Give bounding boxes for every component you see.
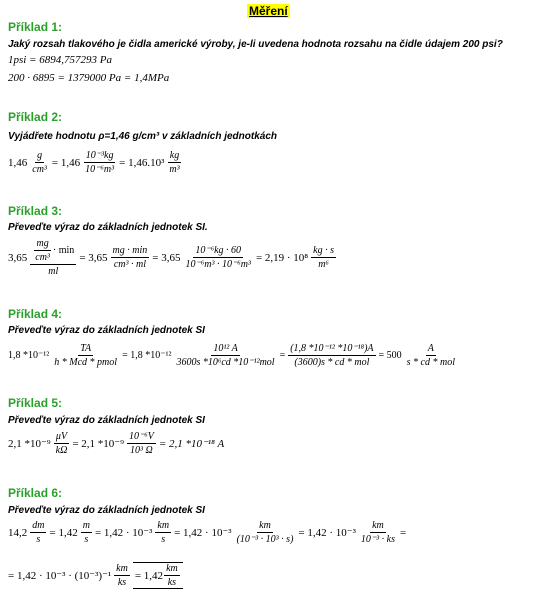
fraction [174, 343, 276, 368]
numerator: m [82, 520, 90, 531]
numerator: km [259, 520, 271, 531]
fraction [164, 563, 180, 588]
result-block [133, 562, 183, 589]
example-2-heading: Příklad 2: [8, 110, 63, 124]
fraction [359, 520, 397, 545]
fraction [311, 245, 336, 270]
example-1-line-2: 200 · 6895 = 1379000 Pa = 1,4MPa [8, 72, 170, 84]
numerator: km [116, 563, 128, 574]
denominator: cm³ [32, 164, 47, 175]
eq-term: 2,1 *10⁻⁹ [8, 438, 51, 450]
example-5-equation [8, 431, 224, 456]
inner-fraction [33, 238, 52, 263]
fraction [30, 150, 49, 175]
example-1-heading: Příklad 1: [8, 20, 63, 34]
example-6-question: Převeďte výraz do základních jednotek SI [8, 505, 205, 516]
numerator: 10⁻⁶V [128, 431, 154, 442]
fraction [114, 563, 130, 588]
eq-term: 3,65 [8, 251, 28, 264]
eq-term: = 1,42 · 10⁻³ · (10⁻³)⁻¹ [8, 570, 112, 582]
numerator: TA [80, 343, 92, 354]
fraction [155, 520, 171, 545]
fraction [235, 520, 296, 545]
denominator: s [84, 534, 89, 545]
fraction [52, 343, 119, 368]
numerator: 10⁻⁶kg · 60 [195, 245, 242, 256]
eq-term: = 3,65 [152, 251, 181, 264]
numerator: A [427, 343, 434, 354]
example-3-equation [8, 238, 337, 277]
example-1-line-1: 1psi = 6894,757293 Pa [8, 54, 112, 66]
eq-term: = 1,46 [51, 156, 81, 169]
denominator: ml [48, 266, 59, 277]
denominator: ks [167, 577, 177, 588]
eq-term: = 1,46.10³ [119, 156, 165, 169]
numerator: mg [36, 238, 49, 249]
eq-term: 1,46 [8, 156, 28, 169]
denominator: s [36, 534, 41, 545]
denominator: m⁶ [318, 259, 329, 270]
fraction [83, 150, 116, 175]
denominator: m³ [169, 164, 180, 175]
denominator: (10⁻³ · 10³ · s) [236, 534, 294, 545]
numerator: (1,8 *10⁻¹² *10⁻¹⁸)A [290, 343, 374, 354]
numerator: mg · min [112, 245, 148, 256]
eq-term: = [279, 350, 286, 361]
numerator: μV [55, 431, 68, 442]
example-3-question: Převeďte výraz do základních jednotek SI. [8, 222, 208, 233]
fraction [127, 431, 156, 456]
numerator: km [166, 563, 178, 574]
example-2-question: Vyjádřete hodnotu ρ=1,46 g/cm³ v základních jednotkách [8, 131, 277, 142]
denominator: 3600s *10⁶cd *10⁻¹²mol [176, 357, 275, 368]
example-1-question: Jaký rozsah tlakového je čidla americké výroby, je-li uvedena hodnota rozsahu na čidle údajem 200 psi? [8, 39, 503, 50]
example-4-equation [8, 343, 458, 368]
eq-term: = [400, 526, 407, 539]
numerator: 10⁻³kg [85, 150, 114, 161]
denominator: 10⁻³ · ks [360, 534, 395, 545]
fraction [30, 520, 46, 545]
eq-term: = 1,42 [134, 569, 164, 582]
example-4-question: Převeďte výraz do základních jednotek SI [8, 325, 205, 336]
numerator: kg · s [313, 245, 334, 256]
numerator: dm [32, 520, 45, 531]
eq-term: = 1,42 · 10⁻³ [174, 527, 232, 539]
example-4-heading: Příklad 4: [8, 307, 63, 321]
eq-term: = 3,65 [79, 251, 108, 264]
denominator: ks [117, 577, 127, 588]
numerator: 10¹² A [213, 343, 238, 354]
example-6-heading: Příklad 6: [8, 486, 63, 500]
numerator-extra: · min [52, 245, 75, 256]
fraction [288, 343, 375, 368]
eq-term: = 2,1 *10⁻¹⁸ A [158, 438, 225, 450]
eq-term: = 1,42 · 10⁻³ [94, 527, 153, 539]
compound-fraction [30, 238, 76, 277]
example-5-question: Převeďte výraz do základních jednotek SI [8, 415, 205, 426]
denominator: kΩ [55, 445, 68, 456]
fraction [81, 520, 92, 545]
example-5-heading: Příklad 5: [8, 396, 63, 410]
numerator: kg [169, 150, 180, 161]
eq-term: = 2,1 *10⁻⁹ [72, 438, 124, 450]
fraction [405, 343, 457, 368]
fraction [54, 431, 70, 456]
denominator: cm³ [35, 252, 50, 263]
numerator: g [37, 150, 43, 161]
numerator: km [372, 520, 384, 531]
eq-term: = 1,42 · 10⁻³ [298, 527, 356, 539]
example-3-heading: Příklad 3: [8, 204, 63, 218]
fraction [167, 150, 181, 175]
fraction [111, 245, 150, 270]
numerator [30, 238, 76, 265]
denominator: s * cd * mol [406, 357, 455, 368]
denominator: 10³ Ω [130, 445, 153, 456]
denominator: 10⁻⁶m³ · 10⁻⁶m³ [185, 259, 251, 270]
example-2-equation [8, 150, 183, 175]
denominator: 10⁻⁶m³ [85, 164, 115, 175]
eq-term: = 1,42 [49, 526, 78, 539]
eq-term: = 1,8 *10⁻¹² [122, 350, 172, 361]
denominator: s [161, 534, 166, 545]
eq-term: = 500 [378, 350, 402, 361]
eq-term: 14,2 [8, 526, 28, 539]
numerator: km [157, 520, 170, 531]
denominator: (3600)s * cd * mol [294, 357, 370, 368]
example-6-equation-row-2 [8, 562, 183, 589]
fraction [183, 245, 252, 270]
denominator: cm³ · ml [113, 259, 146, 270]
page-title: Měření [249, 4, 288, 18]
denominator: h * Mcd * pmol [54, 357, 118, 368]
eq-term: = 2,19 · 10⁸ [255, 251, 309, 264]
example-6-equation-row-1 [8, 520, 406, 545]
eq-term: 1,8 *10⁻¹² [8, 350, 50, 361]
